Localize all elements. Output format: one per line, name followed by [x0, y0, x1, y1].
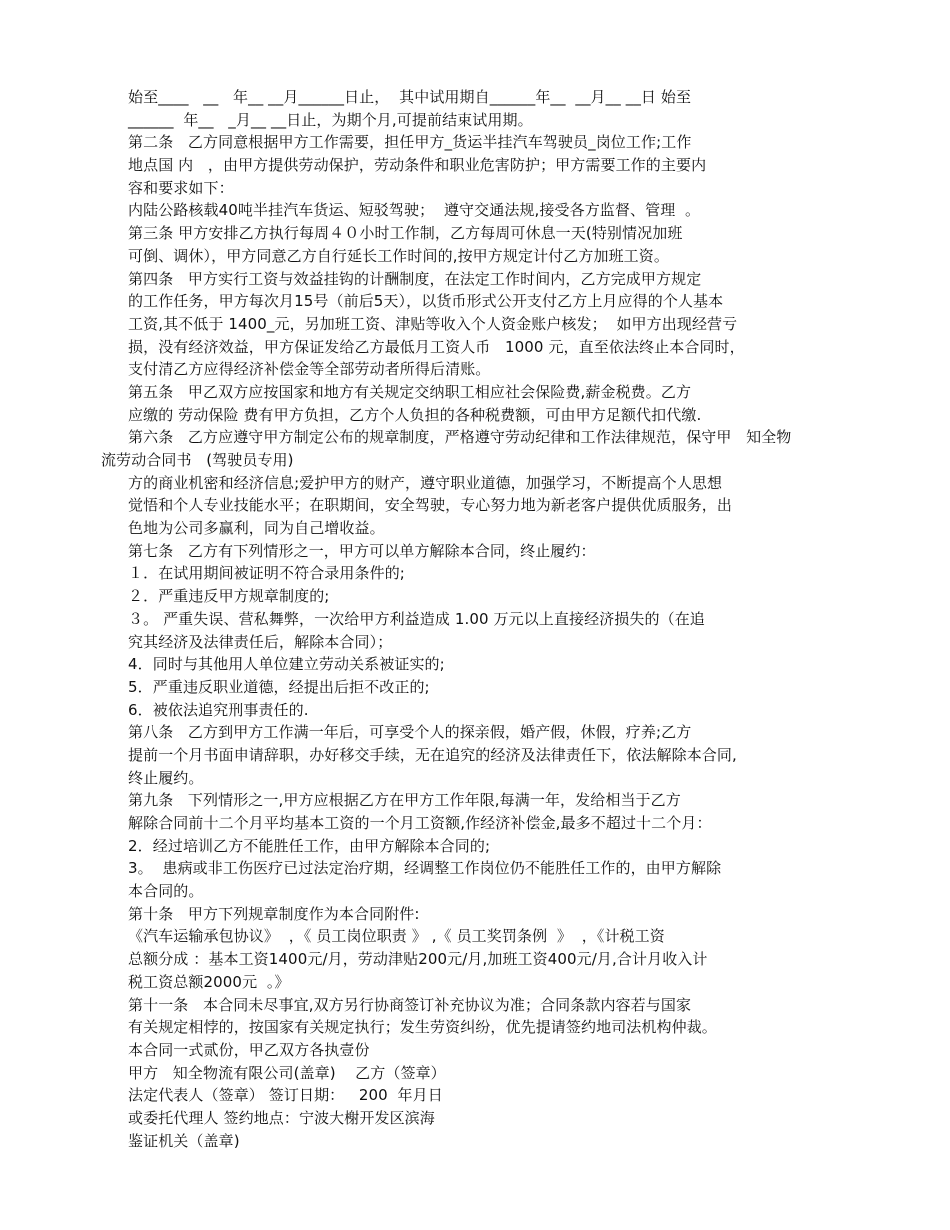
text-line: 有关规定相悖的，按国家有关规定执行；发生劳资纠纷，优先提请签约地司法机构仲裁。 [128, 1018, 717, 1037]
contract-page [0, 86, 950, 1152]
text-line: 或委托代理人 签约地点：宁波大榭开发区滨海 [128, 1108, 435, 1127]
text-line: 第三条 甲方安排乙方执行每周４０小时工作制，乙方每周可休息一天(特别情况加班 [128, 224, 683, 243]
text-line: 第十条 甲方下列规章制度作为本合同附件: [128, 904, 420, 923]
text-line: 4．同时与其他用人单位建立劳动关系被证实的; [128, 655, 445, 674]
text-line: 总额分成 ：基本工资1400元/月，劳动津贴200元/月,加班工资400元/月,合计月收入计 [128, 950, 708, 969]
text-line: 色地为公司多赢利，同为自己增收益。 [128, 519, 385, 538]
text-line: 第七条 乙方有下列情形之一，甲方可以单方解除本合同，终止履约： [128, 541, 596, 560]
text-line: 6．被依法追究刑事责任的. [128, 700, 309, 719]
text-line: ______ 年__ _月__ __日止，为期个月,可提前结束试用期。 [128, 110, 533, 129]
text-line: 损，没有经济效益，甲方保证发给乙方最低月工资人币 1000 元，直至依法终止本合同时， [128, 337, 745, 356]
text-line: 提前一个月书面申请辞职，办好移交手续，无在追究的经济及法律责任下，依法解除本合同, [128, 745, 737, 764]
text-line: 第六条 乙方应遵守甲方制定公布的规章制度，严格遵守劳动纪律和工作法律规范，保守甲 知全物 [128, 428, 792, 447]
text-line: 税工资总额2000元 。》 [128, 972, 290, 991]
text-line: 支付清乙方应得经济补偿金等全部劳动者所得后清账。 [128, 360, 491, 379]
text-line: 终止履约。 [128, 768, 204, 787]
text-line: 5．严重违反职业道德，经提出后拒不改正的; [128, 677, 430, 696]
text-line: 方的商业机密和经济信息;爱护甲方的财产，遵守职业道德，加强学习，不断提高个人思想 [128, 473, 723, 492]
text-line: 鉴证机关（盖章) [128, 1131, 240, 1150]
text-line: 本合同一式贰份，甲乙双方各执壹份 [128, 1040, 370, 1059]
text-line: 甲方 知全物流有限公司(盖章) 乙方（签章） [128, 1063, 446, 1082]
text-line: 《汽车运输承包协议》 ，《 员工岗位职责 》 ,《 员工奖罚条例 》 ，《计税工资 [128, 927, 665, 946]
text-line: １．在试用期间被证明不符合录用条件的; [128, 564, 405, 583]
text-line: 应缴的 劳动保险 费有甲方负担，乙方个人负担的各种税费额，可由甲方足额代扣代缴. [128, 405, 702, 424]
text-line: 地点国 内 ，由甲方提供劳动保护，劳动条件和职业危害防护；甲方需要工作的主要内 [128, 156, 707, 175]
text-line: 工资,其不低于 1400_元，另加班工资、津贴等收入个人资金账户核发； 如甲方出现经营亏 [128, 314, 738, 333]
text-line: 2．经过培训乙方不能胜任工作，由甲方解除本合同的; [128, 836, 491, 855]
header-fragment-line: 流劳动合同书 (驾驶员专用) [101, 451, 294, 469]
text-line: 第四条 甲方实行工资与效益挂钩的计酬制度，在法定工作时间内，乙方完成甲方规定 [128, 269, 702, 288]
text-line: 第九条 下列情形之一,甲方应根据乙方在甲方工作年限,每满一年，发给相当于乙方 [128, 791, 681, 810]
text-line: 本合同的。 [128, 882, 204, 901]
text-line: 的工作任务，甲方每次月15号（前后5天），以货币形式公开支付乙方上月应得的个人基本 [128, 292, 724, 311]
text-line: 第五条 甲乙双方应按国家和地方有关规定交纳职工相应社会保险费,薪金税费。乙方 [128, 382, 692, 401]
text-line: 第八条 乙方到甲方工作满一年后，可享受个人的探亲假，婚产假，休假，疗养;乙方 [128, 723, 692, 742]
text-line: 法定代表人（签章） 签订日期： 200 年月日 [128, 1086, 443, 1105]
text-line: 3。 患病或非工伤医疗已过法定治疗期，经调整工作岗位仍不能胜任工作的，由甲方解除 [128, 859, 722, 878]
text-line: 解除合同前十二个月平均基本工资的一个月工资额,作经济补偿金,最多不超过十二个月： [128, 814, 712, 832]
text-line: 可倒、调休），甲方同意乙方自行延长工作时间的,按甲方规定计付乙方加班工资。 [128, 246, 669, 265]
text-line: 始至____ __ 年__ __月______日止， 其中试用期自______年__ __月__ __日 始至 [128, 88, 692, 106]
text-line: ３。 严重失误、营私舞弊，一次给甲方利益造成 1.00 万元以上直接经济损失的（在追 [128, 609, 705, 628]
text-line: 究其经济及法律责任后，解除本合同）； [128, 632, 393, 651]
text-line: 觉悟和个人专业技能水平；在职期间，安全驾驶，专心努力地为新老客户提供优质服务，出 [128, 496, 733, 515]
text-line: 内陆公路核载40吨半挂汽车货运、短驳驾驶； 遵守交通法规,接受各方监督、管理 。 [128, 201, 701, 220]
text-line: ２．严重违反甲方规章制度的; [128, 587, 330, 606]
text-line: 容和要求如下： [128, 178, 234, 197]
text-line: 第二条 乙方同意根据甲方工作需要，担任甲方_货运半挂汽车驾驶员_岗位工作;工作 [128, 133, 692, 152]
text-line: 第十一条 本合同未尽事宜,双方另行协商签订补充协议为准；合同条款内容若与国家 [128, 995, 692, 1014]
